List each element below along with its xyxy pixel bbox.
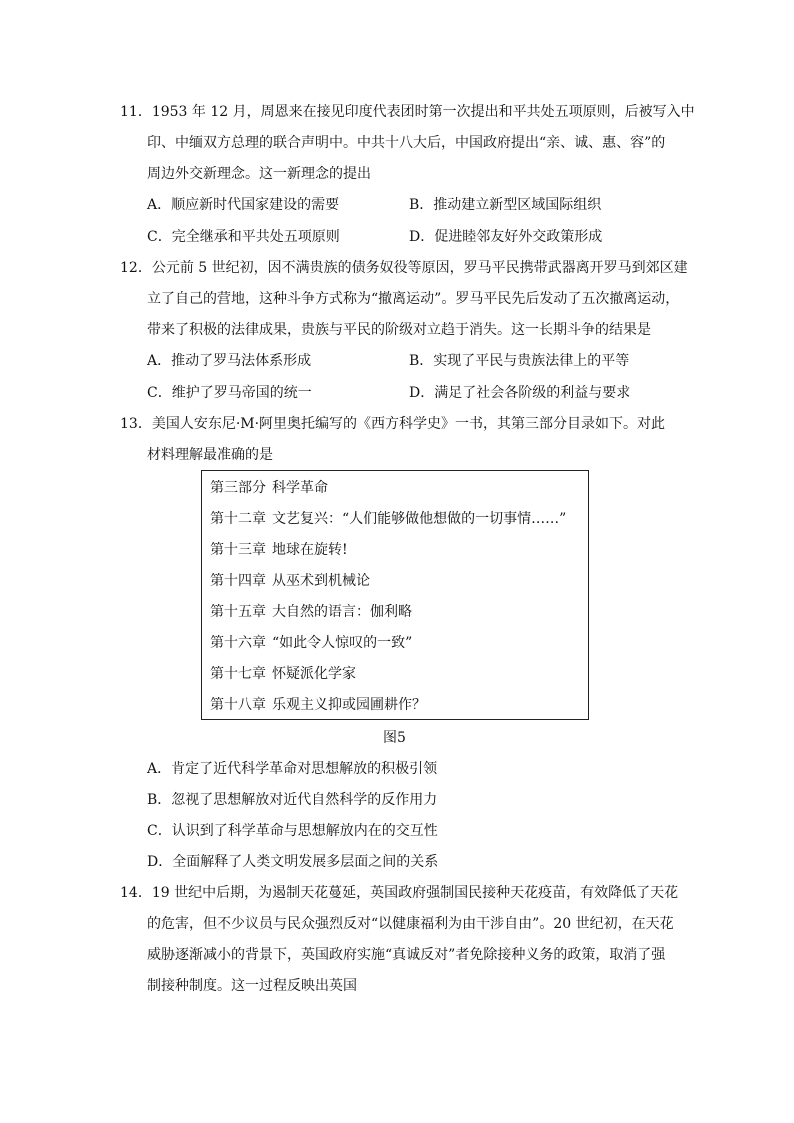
q11-stem-line-1: 11．1953 年 12 月，周恩来在接见印度代表团时第一次提出和平共处五项原则，后被写入中 xyxy=(120,104,695,120)
toc-row xyxy=(210,571,370,591)
q11-option-b[interactable]: B．推动建立新型区域国际组织 xyxy=(409,197,602,213)
q13-option-c[interactable]: C．认识到了科学革命与思想解放内在的交互性 xyxy=(147,823,438,839)
toc-title: 乐观主义抑或园圃耕作？ xyxy=(272,697,426,713)
q12-option-a[interactable]: A．推动了罗马法体系形成 xyxy=(147,353,312,369)
q13-stem-line-1: 13．美国人安东尼·M·阿里奥托编写的《西方科学史》一书，其第三部分目录如下。对此 xyxy=(120,416,666,432)
q14-stem-line-2: 的危害，但不少议员与民众强烈反对“以健康福利为由干涉自由”。20 世纪初，在天花 xyxy=(147,916,674,932)
toc-title: 地球在旋转! xyxy=(272,542,348,558)
q12-option-b[interactable]: B．实现了平民与贵族法律上的平等 xyxy=(409,353,630,369)
q12-stem-line-1: 12．公元前 5 世纪初，因不满贵族的债务奴役等原因，罗马平民携带武器离开罗马到郊区建 xyxy=(120,260,688,276)
toc-title: 文艺复兴：“人们能够做他想做的一切事情……” xyxy=(272,511,567,527)
toc-chapter: 第十八章 xyxy=(210,697,266,713)
q13-option-d[interactable]: D．全面解释了人类文明发展多层面之间的关系 xyxy=(147,854,439,870)
q13-stem-line-2: 材料理解最准确的是 xyxy=(147,447,273,463)
q11-stem-line-3: 周边外交新理念。这一新理念的提出 xyxy=(147,166,371,182)
toc-chapter: 第十五章 xyxy=(210,604,266,620)
figure-caption: 图5 xyxy=(383,730,406,746)
toc-chapter: 第十六章 xyxy=(210,635,266,651)
toc-title: 科学革命 xyxy=(272,480,328,496)
q12-stem-line-3: 带来了积极的法律成果，贵族与平民的阶级对立趋于消失。这一长期斗争的结果是 xyxy=(147,322,651,338)
table-of-contents-box xyxy=(201,470,589,720)
q12-option-d[interactable]: D．满足了社会各阶级的利益与要求 xyxy=(409,385,631,401)
toc-row xyxy=(210,695,426,715)
q12-option-c[interactable]: C．维护了罗马帝国的统一 xyxy=(147,385,312,401)
toc-chapter: 第十四章 xyxy=(210,573,266,589)
toc-chapter: 第三部分 xyxy=(210,480,266,496)
toc-chapter: 第十二章 xyxy=(210,511,266,527)
q11-option-a[interactable]: A．顺应新时代国家建设的需要 xyxy=(147,197,340,213)
toc-row xyxy=(210,478,328,498)
q12-stem-line-2: 立了自己的营地，这种斗争方式称为“撤离运动”。罗马平民先后发动了五次撤离运动， xyxy=(147,291,680,307)
toc-title: 大自然的语言：伽利略 xyxy=(272,604,412,620)
toc-row xyxy=(210,509,566,529)
q14-stem-line-3: 威胁逐渐减小的背景下，英国政府实施“真诚反对”者免除接种义务的政策，取消了强 xyxy=(147,947,666,963)
toc-row xyxy=(210,602,412,622)
toc-title: 从巫术到机械论 xyxy=(272,573,370,589)
q13-option-a[interactable]: A．肯定了近代科学革命对思想解放的积极引领 xyxy=(147,761,438,777)
q11-stem-line-2: 印、中缅双方总理的联合声明中。中共十八大后，中国政府提出“亲、诚、惠、容”的 xyxy=(147,135,666,151)
q11-option-d[interactable]: D．促进睦邻友好外交政策形成 xyxy=(409,229,603,245)
toc-chapter: 第十三章 xyxy=(210,542,266,558)
toc-row xyxy=(210,664,356,684)
q14-stem-line-1: 14．19 世纪中后期，为遏制天花蔓延，英国政府强制国民接种天花疫苗，有效降低了天花 xyxy=(120,885,679,901)
toc-row xyxy=(210,540,348,560)
toc-row xyxy=(210,633,412,653)
toc-chapter: 第十七章 xyxy=(210,666,266,682)
q13-option-b[interactable]: B．忽视了思想解放对近代自然科学的反作用力 xyxy=(147,792,438,808)
q14-stem-line-4: 制接种制度。这一过程反映出英国 xyxy=(147,978,357,994)
q11-option-c[interactable]: C．完全继承和平共处五项原则 xyxy=(147,229,340,245)
toc-title: “如此令人惊叹的一致” xyxy=(272,635,413,651)
toc-title: 怀疑派化学家 xyxy=(272,666,356,682)
